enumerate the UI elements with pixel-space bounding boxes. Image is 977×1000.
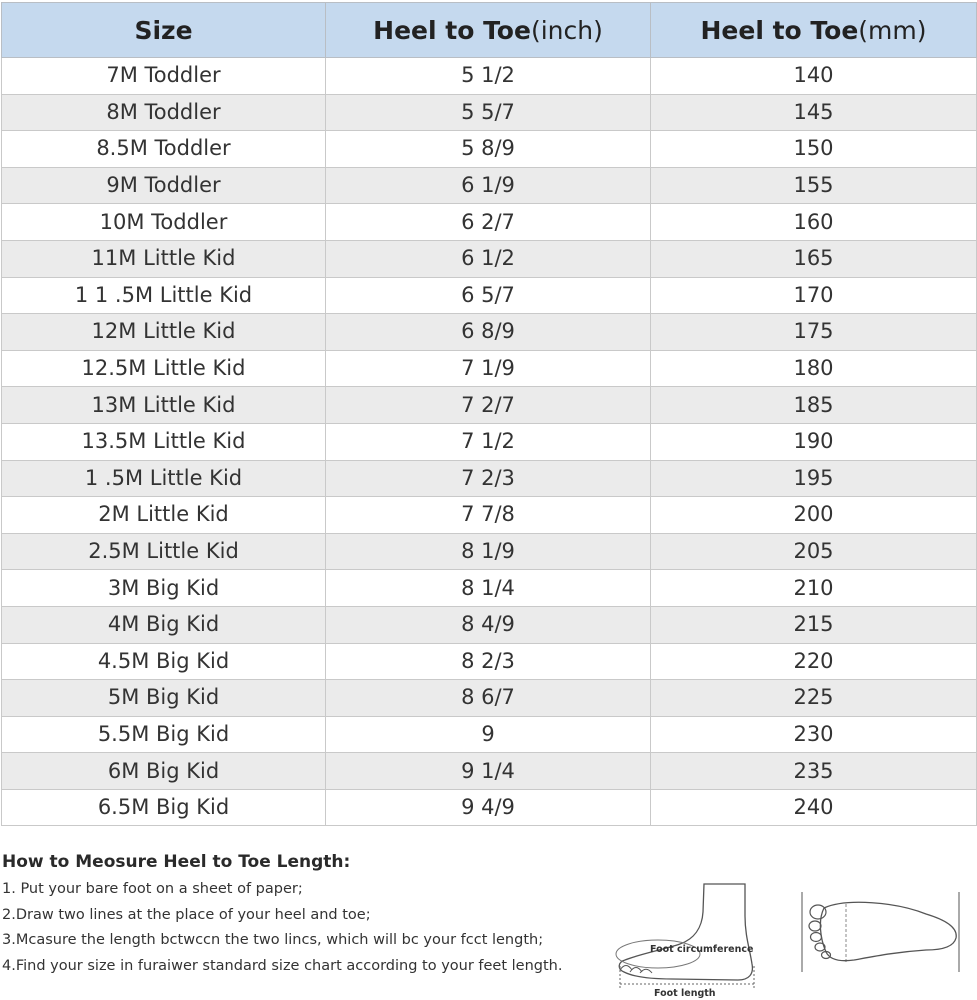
heel-to-toe-mm-cell: 160 xyxy=(651,204,977,241)
heel-to-toe-mm-cell: 185 xyxy=(651,387,977,424)
heel-to-toe-inch-cell: 6 1/2 xyxy=(326,240,651,277)
table-row xyxy=(2,570,977,607)
table-row xyxy=(2,460,977,497)
foot-outline xyxy=(619,884,752,980)
third-toe xyxy=(811,933,822,942)
size-chart-table xyxy=(1,2,977,826)
heel-to-toe-inch-cell: 6 1/9 xyxy=(326,167,651,204)
header-mm-label: Heel to Toe xyxy=(700,15,859,45)
table-row xyxy=(2,131,977,168)
header-mm-unit: (mm) xyxy=(858,15,927,45)
heel-to-toe-mm-cell: 210 xyxy=(651,570,977,607)
header-heel-to-toe-mm xyxy=(651,3,977,58)
heel-to-toe-inch-cell: 8 6/7 xyxy=(326,680,651,717)
foot-sole-outline xyxy=(820,902,956,960)
table-row xyxy=(2,606,977,643)
table-row xyxy=(2,423,977,460)
size-cell: 6.5M Big Kid xyxy=(2,789,326,826)
table-row xyxy=(2,167,977,204)
foot-side-view-illustration xyxy=(612,878,772,1000)
size-cell: 5.5M Big Kid xyxy=(2,716,326,753)
measure-instructions xyxy=(2,852,602,979)
table-row xyxy=(2,716,977,753)
heel-to-toe-mm-cell: 220 xyxy=(651,643,977,680)
table-row xyxy=(2,533,977,570)
heel-to-toe-mm-cell: 235 xyxy=(651,753,977,790)
heel-to-toe-mm-cell: 195 xyxy=(651,460,977,497)
table-row xyxy=(2,350,977,387)
header-inch-label: Heel to Toe xyxy=(373,15,531,45)
instruction-step: 2.Draw two lines at the place of your heel and toe; xyxy=(2,906,371,923)
heel-to-toe-mm-cell: 170 xyxy=(651,277,977,314)
table-row xyxy=(2,643,977,680)
size-cell: 8.5M Toddler xyxy=(2,131,326,168)
heel-to-toe-mm-cell: 165 xyxy=(651,240,977,277)
heel-to-toe-inch-cell: 9 1/4 xyxy=(326,753,651,790)
table-row xyxy=(2,680,977,717)
big-toe xyxy=(810,905,826,919)
heel-to-toe-mm-cell: 145 xyxy=(651,94,977,131)
size-cell: 4.5M Big Kid xyxy=(2,643,326,680)
size-cell: 6M Big Kid xyxy=(2,753,326,790)
heel-to-toe-mm-cell: 190 xyxy=(651,423,977,460)
second-toe xyxy=(809,921,821,931)
heel-to-toe-inch-cell: 8 2/3 xyxy=(326,643,651,680)
heel-to-toe-mm-cell: 200 xyxy=(651,497,977,534)
size-cell: 2M Little Kid xyxy=(2,497,326,534)
table-row xyxy=(2,94,977,131)
heel-to-toe-mm-cell: 205 xyxy=(651,533,977,570)
size-cell: 5M Big Kid xyxy=(2,680,326,717)
heel-to-toe-inch-cell: 8 1/4 xyxy=(326,570,651,607)
heel-to-toe-inch-cell: 7 2/3 xyxy=(326,460,651,497)
heel-to-toe-inch-cell: 5 8/9 xyxy=(326,131,651,168)
heel-to-toe-mm-cell: 150 xyxy=(651,131,977,168)
heel-to-toe-mm-cell: 155 xyxy=(651,167,977,204)
size-cell: 12M Little Kid xyxy=(2,314,326,351)
size-cell: 3M Big Kid xyxy=(2,570,326,607)
table-row xyxy=(2,753,977,790)
heel-to-toe-mm-cell: 225 xyxy=(651,680,977,717)
table-row xyxy=(2,789,977,826)
table-row xyxy=(2,240,977,277)
size-cell: 1 .5M Little Kid xyxy=(2,460,326,497)
instruction-step: 3.Mcasure the length bctwccn the two lincs, which will bc your fcct length; xyxy=(2,932,544,948)
heel-to-toe-mm-cell: 240 xyxy=(651,789,977,826)
table-row xyxy=(2,387,977,424)
heel-to-toe-inch-cell: 6 5/7 xyxy=(326,277,651,314)
heel-to-toe-mm-cell: 230 xyxy=(651,716,977,753)
size-cell: 11M Little Kid xyxy=(2,240,326,277)
heel-to-toe-inch-cell: 6 8/9 xyxy=(326,314,651,351)
size-cell: 13.5M Little Kid xyxy=(2,423,326,460)
instruction-step: 1. Put your bare foot on a sheet of paper; xyxy=(2,881,303,897)
header-heel-to-toe-inch xyxy=(326,3,651,58)
header-inch-unit: (inch) xyxy=(530,15,603,45)
size-cell: 10M Toddler xyxy=(2,204,326,241)
instructions-title: How to Meosure Heel to Toe Length: xyxy=(2,852,351,872)
table-row xyxy=(2,58,977,95)
heel-to-toe-inch-cell: 7 7/8 xyxy=(326,497,651,534)
table-row xyxy=(2,497,977,534)
size-cell: 7M Toddler xyxy=(2,58,326,95)
heel-to-toe-inch-cell: 7 2/7 xyxy=(326,387,651,424)
foot-length-label: Foot length xyxy=(654,988,716,999)
heel-to-toe-mm-cell: 180 xyxy=(651,350,977,387)
heel-to-toe-inch-cell: 8 1/9 xyxy=(326,533,651,570)
heel-to-toe-inch-cell: 7 1/2 xyxy=(326,423,651,460)
size-cell: 2.5M Little Kid xyxy=(2,533,326,570)
heel-to-toe-mm-cell: 175 xyxy=(651,314,977,351)
heel-to-toe-inch-cell: 9 xyxy=(326,716,651,753)
heel-to-toe-inch-cell: 7 1/9 xyxy=(326,350,651,387)
size-cell: 13M Little Kid xyxy=(2,387,326,424)
table-row xyxy=(2,204,977,241)
foot-top-view-illustration xyxy=(796,890,966,980)
heel-to-toe-inch-cell: 6 2/7 xyxy=(326,204,651,241)
table-row xyxy=(2,314,977,351)
heel-to-toe-inch-cell: 5 1/2 xyxy=(326,58,651,95)
foot-circumference-label: Foot circumference xyxy=(650,944,754,955)
table-row xyxy=(2,277,977,314)
heel-to-toe-mm-cell: 215 xyxy=(651,606,977,643)
size-cell: 4M Big Kid xyxy=(2,606,326,643)
header-size xyxy=(2,3,326,58)
table-body xyxy=(2,58,977,826)
instruction-step: 4.Find your size in furaiwer standard size chart according to your feet length. xyxy=(2,957,563,974)
size-cell: 9M Toddler xyxy=(2,167,326,204)
heel-to-toe-inch-cell: 8 4/9 xyxy=(326,606,651,643)
table-header-row xyxy=(2,3,977,58)
header-size-label: Size xyxy=(134,15,193,45)
size-cell: 8M Toddler xyxy=(2,94,326,131)
size-cell: 1 1 .5M Little Kid xyxy=(2,277,326,314)
heel-to-toe-inch-cell: 9 4/9 xyxy=(326,789,651,826)
size-cell: 12.5M Little Kid xyxy=(2,350,326,387)
heel-to-toe-inch-cell: 5 5/7 xyxy=(326,94,651,131)
heel-to-toe-mm-cell: 140 xyxy=(651,58,977,95)
